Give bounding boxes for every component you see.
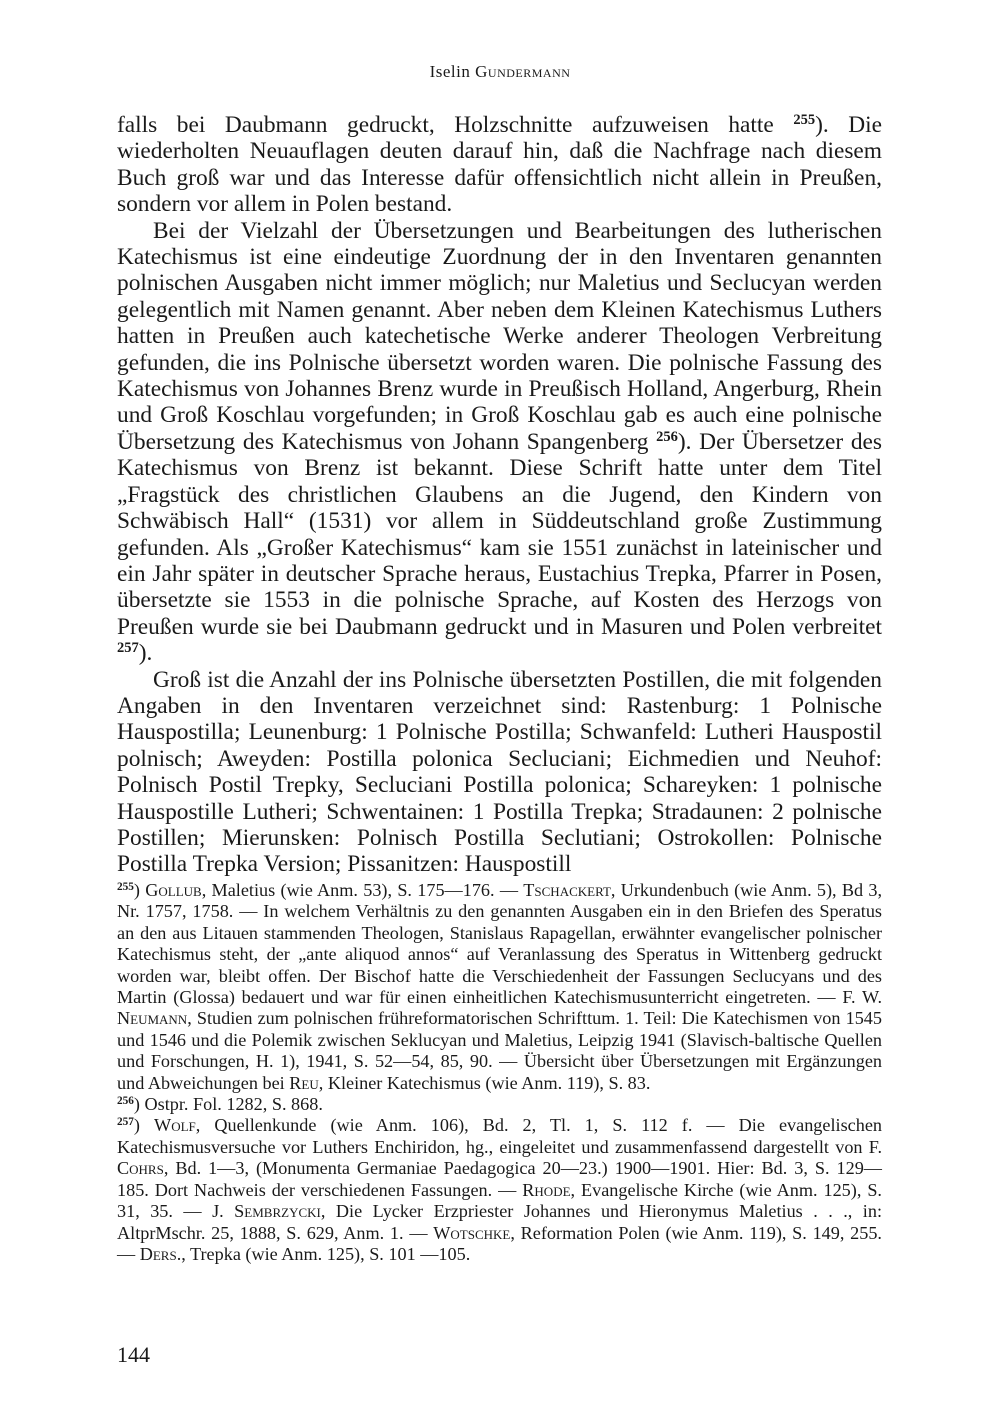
paragraph-3: Groß ist die Anzahl der ins Polnische übersetzten Postillen, die mit folgenden Angaben in den Inventaren verzeichnet sind: Rastenburg: 1 Polnische Hauspostilla; Leunenburg: 1 Polnische Postilla; Schwanfeld: Lutheri Hauspostil polnisch; Aweyden: Postilla polonica Secluciani; Eichmedien und Neuhof: Polnisch Postil Trepky, Secluciani Postilla polonica; Schareyken: 1 polnische Hauspostille Lutheri; Schwentainen: 1 Postilla Trepka; Stradaunen: 2 polnische Postillen; Mierunsken: Polnisch Postilla Seclutiani; Ostrokollen: Polnische Postilla Trepka Version; Pissanitzen: Hauspostill xyxy=(117,666,882,878)
footnote-text: , Evangelische Kirche (wie Anm. 125), S. 31, 35. — J. xyxy=(117,1179,882,1222)
paragraph-2-text-b: ). Der Übersetzer des Katechismus von Brenz ist bekannt. Diese Schrift hatte unter dem Titel „Fragstück des christlichen Glaubens an die Jugend, den Kindern von Schwäbisch Hall“ (1531) vor allem in Süddeutschland große Zustimmung gefunden. Als „Großer Katechismus“ kam sie 1551 zunächst in lateinischer und ein Jahr später in deutscher Sprache heraus, Eustachius Trepka, Pfarrer in Posen, übersetzte sie 1553 in die polnische Sprache, auf Kosten des Herzogs von Preußen wurde sie bei Daubmann gedruckt und in Masuren und Polen verbreitet xyxy=(117,428,882,640)
footnote-text: ) xyxy=(133,1115,155,1136)
paragraph-2-text-a: Bei der Vielzahl der Übersetzungen und Bearbeitungen des lutherischen Katechismus ist eine eindeutige Zuordnung der in den Inventaren genannten polnischen Ausgaben nicht immer möglich; nur Maletius und Seclucyan werden gelegentlich mit Namen genannt. Aber neben dem Kleinen Katechismus Luthers hatten in Preußen auch katechetische Werke anderer Theologen Verbreitung gefunden, die ins Polnische übersetzt worden waren. Die polnische Fassung des Katechismus von Johannes Brenz wurde in Preußisch Holland, Angerburg, Rhein und Groß Koschlau vorgefunden; in Groß Koschlau gab es auch eine polnische Übersetzung des Katechismus von Johann Spangenberg xyxy=(117,217,882,455)
footnote-number: 256 xyxy=(117,1094,134,1107)
paragraph-1 xyxy=(117,112,882,218)
main-text xyxy=(117,112,882,878)
footnote-text: ) xyxy=(133,880,146,900)
paragraph-2-text-c: ). xyxy=(138,640,153,667)
footnote-number: 257 xyxy=(117,1116,134,1129)
footnote-text: , Reformation Polen (wie Anm. 119), S. 149, 255. — xyxy=(117,1222,882,1264)
author-name: Neumann xyxy=(117,1008,188,1029)
footnote-ref-257: 257 xyxy=(117,640,139,657)
footnote-255 xyxy=(117,880,882,1094)
running-header xyxy=(0,62,1000,82)
footnote-ref-255: 255 xyxy=(793,112,816,129)
footnote-256 xyxy=(117,1094,882,1115)
footnote-text: , Urkundenbuch (wie Anm. 5), Bd 3, Nr. 1757, 1758. — In welchem Verhältnis zu den genannten Ausgaben ein in den Briefen des Speratus an den aus Litauen stammenden Theologen, Stanislaus Rapagellan, erwähnter evangelischer polnischer Katechismus steht, der „ante aliquod annos“ auf Veranlassung des Speratus in Wittenberg gedruckt worden war, bleibt offen. Der Bischof hatte die Verschiedenheit der Fassungen Seclucyans und des Martin (Glossa) bedauert und war für einen einheitlichen Katechismusunterricht eingetreten. — F. W. xyxy=(117,880,883,1008)
author-name: Tschackert xyxy=(523,880,611,900)
footnote-text: , Quellenkunde (wie Anm. 106), Bd. 2, Tl. 1, S. 112 f. — Die evangelischen Katechismusversuche vor Luthers Enchiridon, hg., eingeleitet und zusammenfassend dargestellt von F. xyxy=(117,1115,882,1157)
footnote-text: , Trepka (wie Anm. 125), S. 101 —105. xyxy=(181,1243,471,1264)
footnote-ref-256: 256 xyxy=(656,428,678,445)
footnotes xyxy=(117,880,882,1265)
footnote-text: ) Ostpr. Fol. 1282, S. 868. xyxy=(133,1094,323,1115)
paragraph-1-text-a: falls bei Daubmann gedruckt, Holzschnitte aufzuweisen hatte xyxy=(117,112,794,138)
author-name: Wotschke xyxy=(433,1222,511,1243)
footnote-text: , Studien zum polnischen frühreformatorischen Schrifttum. 1. Teil: Die Katechismen von 1545 und 1546 und die Polemik zwischen Seklucyan und Maletius, Leipzig 1941 (Slavisch-baltische Quellen und Forschungen, H. 1), 1941, S. 52—54, 85, 90. — Übersicht über Übersetzungen mit Ergänzungen und Abweichungen bei xyxy=(117,1008,882,1093)
paragraph-2 xyxy=(117,218,882,667)
footnote-text: , Die Lycker Erzpriester Johannes und Hieronymus Maletius . . ., in: AltprMschr. 25, 1888, S. 629, Anm. 1. — xyxy=(117,1201,883,1243)
paragraph-1-text-b: ). Die wiederholten Neuauflagen deuten darauf hin, daß die Nachfrage nach diesem Buch groß war und das Interesse dafür offensichtlich nicht allein in Preußen, sondern vor allem in Polen bestand. xyxy=(117,112,882,218)
header-author-first: Iselin xyxy=(429,62,471,81)
author-name: Wolf xyxy=(154,1115,196,1136)
footnote-text: , Kleiner Katechismus (wie Anm. 119), S. 83. xyxy=(318,1072,651,1093)
author-name: Sembrzycki xyxy=(234,1201,321,1222)
footnote-text: , Maletius (wie Anm. 53), S. 175—176. — xyxy=(201,880,524,900)
footnote-number: 255 xyxy=(117,880,134,893)
footnote-257 xyxy=(117,1115,882,1265)
page-number: 144 xyxy=(117,1342,150,1367)
author-name: Ders. xyxy=(139,1243,182,1264)
author-name: Rhode xyxy=(522,1179,571,1200)
footnote-text: , Bd. 1—3, (Monumenta Germaniae Paedagogica 20—23.) 1900—1901. Hier: Bd. 3, S. 129—185. Dort Nachweis der verschiedenen Fassungen. — xyxy=(117,1158,882,1200)
author-name: Cohrs xyxy=(117,1158,164,1179)
author-name: Gollub xyxy=(145,880,202,900)
header-author-last: Gundermann xyxy=(475,62,571,81)
author-name: Reu xyxy=(289,1072,319,1093)
